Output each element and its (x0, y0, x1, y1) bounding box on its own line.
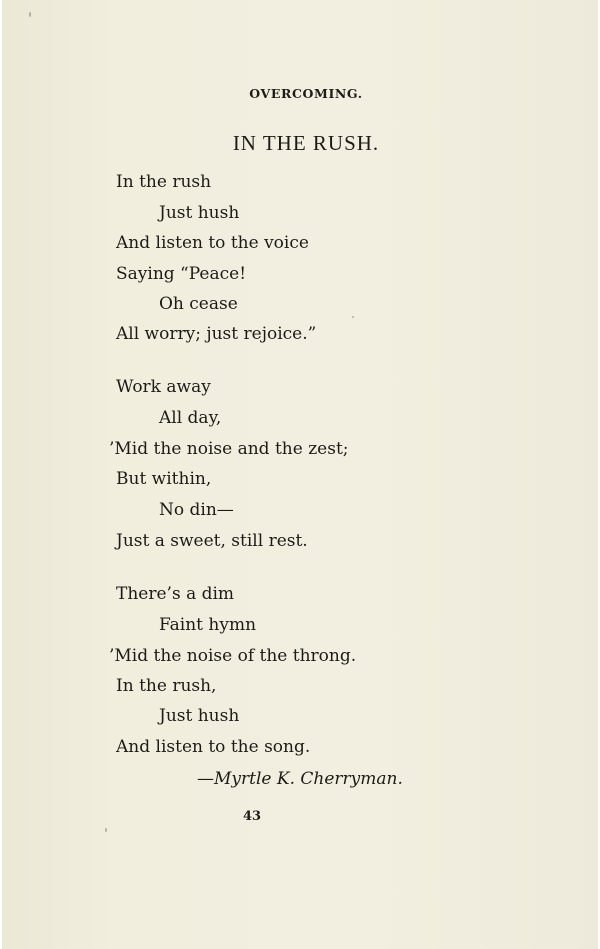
paper-speck (29, 12, 31, 17)
poem-line: ’Mid the noise of the throng. (109, 646, 357, 666)
running-head: OVERCOMING. (249, 86, 363, 101)
poem-title: IN THE RUSH. (232, 131, 380, 155)
poem-line: But within, (116, 469, 212, 489)
poem-line: There’s a dim (116, 584, 235, 604)
poem-line: No din— (159, 500, 234, 520)
poem-line: Just hush (159, 203, 240, 223)
poem-line: In the rush (116, 172, 212, 192)
poem-line: Faint hymn (159, 615, 257, 635)
poem-line: Oh cease (159, 294, 238, 314)
paper-speck (105, 828, 107, 832)
author-signature: —Myrtle K. Cherryman. (197, 769, 403, 789)
poem-line: Work away (116, 377, 211, 397)
poem-line: Just a sweet, still rest. (116, 531, 308, 551)
paper-speck (352, 316, 354, 318)
poem-line: ’Mid the noise and the zest; (109, 439, 349, 459)
book-page (2, 0, 598, 949)
page-number: 43 (243, 809, 262, 824)
poem-line: And listen to the voice (116, 233, 309, 253)
poem-line: Just hush (159, 706, 240, 726)
poem-line: Saying “Peace! (116, 264, 247, 284)
poem-line: And listen to the song. (116, 737, 311, 757)
poem-line: In the rush, (116, 676, 217, 696)
poem-line: All worry; just rejoice.” (116, 324, 317, 344)
poem-line: All day, (159, 408, 222, 428)
